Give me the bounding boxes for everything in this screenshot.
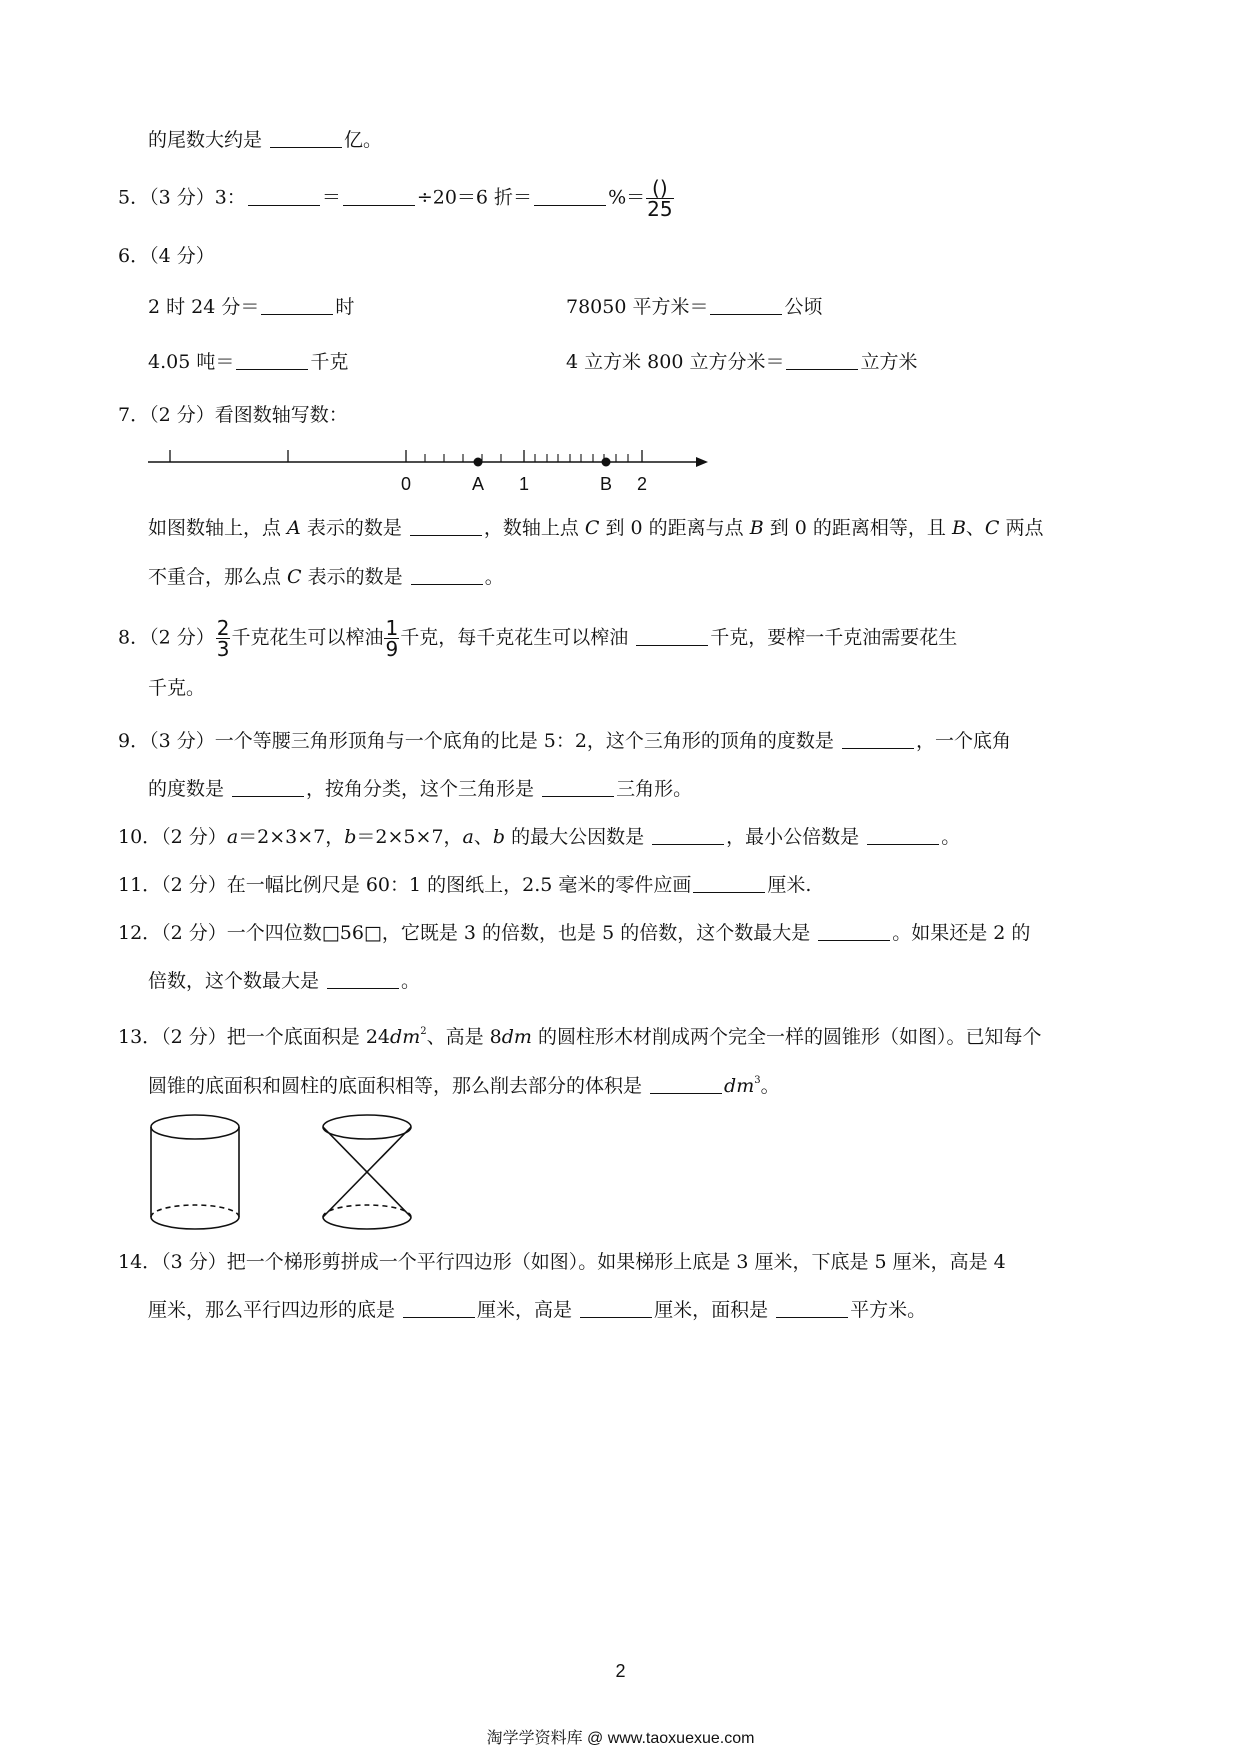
page-number: 2	[615, 1661, 626, 1681]
question-11: 11．（2 分）在一幅比例尺是 60：1 的图纸上，2.5 毫米的零件应画 厘米.	[118, 874, 812, 896]
question-13-line2: 圆锥的底面积和圆柱的底面积相等，那么削去部分的体积是 $dm^3$。	[148, 1075, 780, 1097]
question-14-line1: 14．（3 分）把一个梯形剪拼成一个平行四边形（如图）。如果梯形上底是 3 厘米，下底是 5 厘米，高是 4	[118, 1251, 1006, 1273]
point-b-label: B	[599, 474, 613, 494]
answer-blank[interactable]	[786, 351, 858, 370]
answer-blank[interactable]	[270, 129, 342, 148]
answer-blank[interactable]	[410, 517, 482, 536]
q6-row1-col1: 2 时 24 分＝ 时	[148, 296, 355, 318]
tick-label-1: 1	[518, 474, 530, 494]
answer-blank[interactable]	[542, 778, 614, 797]
question-9-line1: 9．（3 分）一个等腰三角形顶角与一个底角的比是 5：2，这个三角形的顶角的度数是 ，一个底角	[118, 730, 1011, 752]
q4-tail-line: 的尾数大约是 亿。	[148, 129, 383, 151]
answer-blank[interactable]	[236, 351, 308, 370]
question-13-line1: 13．（2 分）把一个底面积是 $24dm^2$、高是 8dm 的圆柱形木材削成两个完全一样的圆锥形（如图）。已知每个	[118, 1026, 1042, 1048]
tick-label-2: 2	[636, 474, 648, 494]
answer-blank[interactable]	[411, 566, 483, 585]
cylinder-cones-figure	[140, 1110, 440, 1240]
minor-ticks	[425, 454, 628, 462]
fraction: $\frac{2}{3}$	[216, 616, 230, 661]
q8-line2: 千克。	[148, 677, 206, 699]
answer-blank[interactable]	[248, 187, 320, 206]
point-a-label: A	[471, 474, 485, 494]
tick-label-0: 0	[400, 474, 412, 494]
q6-row2-col2: 4 立方米 800 立方分米＝ 立方米	[566, 351, 918, 373]
point-b	[602, 458, 611, 467]
footer-watermark: 淘学学资料库 @ www.taoxuexue.com	[486, 1730, 755, 1747]
answer-blank[interactable]	[867, 826, 939, 845]
double-cone-icon	[323, 1115, 411, 1229]
arrow-icon	[696, 457, 708, 467]
fraction: $\frac{1}{9}$	[385, 616, 399, 661]
answer-blank[interactable]	[693, 874, 765, 893]
question-12-line2: 倍数，这个数最大是 。	[148, 970, 421, 992]
question-10: 10．（2 分）a＝2×3×7，b＝2×5×7，a、b 的最大公因数是 ，最小公倍数是 。	[118, 826, 961, 848]
fraction: $\frac{()}{25}$	[647, 176, 673, 221]
point-a	[474, 458, 483, 467]
number-line	[140, 440, 720, 500]
answer-blank[interactable]	[776, 1299, 848, 1318]
question-6-label: 6．（4 分）	[118, 245, 215, 267]
q6-row1-col2: 78050 平方米＝ 公顷	[566, 296, 823, 318]
cylinder-icon	[151, 1115, 239, 1229]
answer-blank[interactable]	[403, 1299, 475, 1318]
q7-line1: 如图数轴上，点 A 表示的数是 ，数轴上点 C 到 0 的距离与点 B 到 0 的距离相等，且 B、C 两点	[148, 517, 1044, 539]
answer-blank[interactable]	[232, 778, 304, 797]
question-5: 5．（3 分）3： ＝ ÷20＝6 折＝ %＝ $\frac{()}{25}$	[118, 176, 673, 221]
answer-blank[interactable]	[534, 187, 606, 206]
answer-blank[interactable]	[343, 187, 415, 206]
answer-blank[interactable]	[650, 1075, 722, 1094]
answer-blank[interactable]	[842, 730, 914, 749]
question-12-line1: 12．（2 分）一个四位数□56□，它既是 3 的倍数，也是 5 的倍数，这个数最大是 。如果还是 2 的	[118, 922, 1031, 944]
question-7-label: 7．（2 分）看图数轴写数：	[118, 404, 348, 426]
question-14-line2: 厘米，那么平行四边形的底是 厘米，高是 厘米，面积是 平方米。	[148, 1299, 927, 1321]
answer-blank[interactable]	[580, 1299, 652, 1318]
answer-blank[interactable]	[652, 826, 724, 845]
answer-blank[interactable]	[818, 922, 890, 941]
question-9-line2: 的度数是 ，按角分类，这个三角形是 三角形。	[148, 778, 693, 800]
q7-line2: 不重合，那么点 C 表示的数是 。	[148, 566, 504, 588]
answer-blank[interactable]	[261, 296, 333, 315]
answer-blank[interactable]	[636, 627, 708, 646]
question-8: 8．（2 分） $\frac{2}{3}$ 千克花生可以榨油 $\frac{1}{9}$ 千克，每千克花生可以榨油 千克，要榨一千克油需要花生	[118, 616, 958, 661]
answer-blank[interactable]	[327, 970, 399, 989]
answer-blank[interactable]	[710, 296, 782, 315]
q6-row2-col1: 4.05 吨＝ 千克	[148, 351, 349, 373]
